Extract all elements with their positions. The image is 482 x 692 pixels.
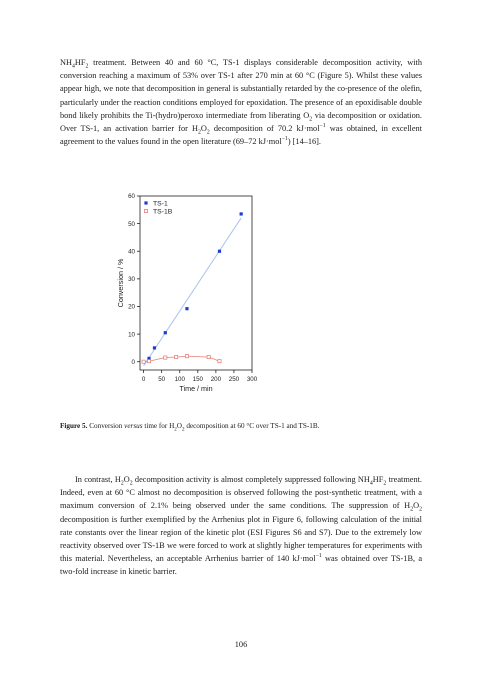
x-tick-label: 50 [158, 376, 166, 383]
ts1b-point [147, 360, 150, 363]
y-tick-label: 0 [131, 358, 135, 366]
plot-frame [140, 196, 252, 370]
legend-ts1-marker [144, 201, 147, 204]
ts1b-point [207, 355, 210, 358]
y-tick-label: 50 [128, 220, 135, 228]
legend-ts1-label: TS-1 [153, 200, 168, 208]
ts1b-point [175, 355, 178, 358]
body-paragraph-1: $NH_4HF_2$ treatment. Between 40 and 60 °C, TS-1 displays considerable decomposition activity, with conversion reaching a maximum of 53% over TS-1 after 270 min at 60 °C (Figure 5). Whilst these values appear high, we note that decomposition in general is substantially retarded by the co-presence of the olefin, particularly under the reaction conditions employed for epoxidation. The presence of an epoxidisable double bond likely prohibits the Ti-(hydro)peroxo intermediate from liberating $O_2$ via decomposition or oxidation. Over TS-1, an activation barrier for $H_2O_2$ decomposition of 70.2 kJ·mol$^{-1}$ was obtained, in excellent agreement to the values found in the open literature (69–72 kJ·mol$^{-1}$) [14–16]. [60, 58, 422, 147]
y-tick-label: 10 [128, 331, 135, 339]
ts1b-point [185, 355, 188, 358]
ts1-point [240, 212, 243, 215]
x-tick-label: 250 [228, 376, 240, 383]
ts1b-point [218, 360, 221, 363]
page-number: 106 [234, 640, 248, 649]
x-axis-label: Time / min [179, 384, 213, 393]
ts1-point [185, 307, 188, 310]
ts1-fit-line [144, 218, 242, 366]
y-tick-label: 30 [128, 276, 135, 284]
ts1b-point [164, 356, 167, 359]
x-tick-label: 0 [141, 376, 146, 383]
y-tick-label: 40 [128, 248, 135, 256]
figure-caption: Figure 5. Conversion versus time for $H_2O_2$ decomposition at 60 °C over TS-1 and TS-1B. [60, 422, 320, 433]
y-tick-label: 60 [128, 193, 135, 201]
x-tick-label: 300 [246, 376, 258, 383]
x-tick-label: 100 [174, 376, 185, 383]
ts1b-point [142, 360, 145, 363]
body-paragraph-2: In contrast, $H_2O_2$ decomposition activity is almost completely suppressed following $NH_4HF_2$ treatment. Indeed, even at 60 °C almost no decomposition is observed following the post-synthetic treatment, with a maximum conversion of 2.1% being observed under the same conditions. The suppression of $H_2O_2$ decomposition is further exemplified by the Arrhenius plot in Figure 6, following calculation of the initial rate constants over the linear region of the kinetic plot (ESI Figures S6 and S7). Due to the extremely low reactivity observed over TS-1B we were forced to work at slightly higher temperatures for experiments with this material. Nevertheless, an acceptable Arrhenius barrier of 140 kJ·mol$^{-1}$ was obtained over TS-1B, a two-fold increase in kinetic barrier. [60, 475, 422, 577]
ts1-point [218, 250, 221, 253]
ts1-point [164, 331, 167, 334]
legend-ts1b-label: TS-1B [153, 208, 173, 216]
ts1-point [153, 346, 156, 349]
x-tick-label: 150 [192, 376, 203, 383]
y-axis-label: Conversion / % [116, 258, 125, 308]
legend-ts1b-marker [144, 209, 147, 212]
x-tick-label: 200 [210, 376, 222, 383]
y-tick-label: 20 [128, 303, 135, 311]
